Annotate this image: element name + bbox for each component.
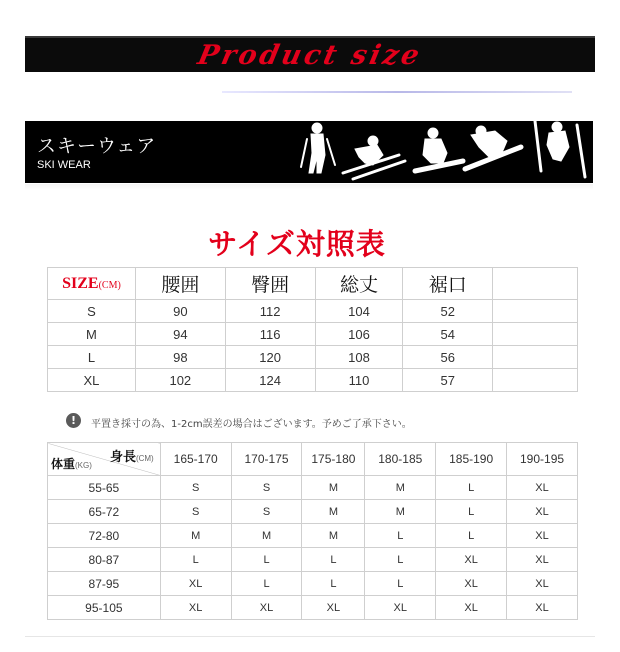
table-cell: 116 [225, 323, 315, 346]
table-cell: L [160, 548, 231, 572]
table-cell: XL [436, 572, 507, 596]
table-cell: L [436, 476, 507, 500]
empty-cell [493, 346, 578, 369]
table-row [48, 524, 578, 548]
table-cell: L [365, 524, 436, 548]
table-cell: L [302, 572, 365, 596]
table-cell: L [231, 548, 302, 572]
height-weight-corner-cell [48, 443, 161, 476]
empty-cell [493, 323, 578, 346]
hem-column-header: 裾口 [403, 268, 493, 300]
banner-title: Product size [195, 40, 425, 71]
table-row [48, 500, 578, 524]
table-row [48, 369, 578, 392]
fit-guide-table [47, 442, 578, 620]
table-cell: M [231, 524, 302, 548]
height-column-header: 180-185 [365, 443, 436, 476]
skier-silhouettes-image [295, 121, 593, 183]
size-cell: XL [48, 369, 136, 392]
table-row [48, 596, 578, 620]
table-cell: 52 [403, 300, 493, 323]
table-cell: 104 [315, 300, 403, 323]
table-cell: XL [507, 596, 578, 620]
table-cell: 110 [315, 369, 403, 392]
table-cell: M [365, 476, 436, 500]
table-cell: XL [507, 548, 578, 572]
table-cell: L [302, 548, 365, 572]
height-unit: (CM) [135, 454, 154, 463]
table-cell: 112 [225, 300, 315, 323]
table-row [48, 548, 578, 572]
height-column-header: 185-190 [436, 443, 507, 476]
table-cell: 98 [135, 346, 225, 369]
table-cell: S [160, 476, 231, 500]
table-cell: XL [507, 500, 578, 524]
table-cell: L [436, 500, 507, 524]
product-size-banner [25, 36, 595, 72]
size-chart-heading: サイズ対照表 [208, 227, 386, 261]
table-cell: XL [507, 572, 578, 596]
weight-row-header: 72-80 [48, 524, 161, 548]
table-cell: M [302, 500, 365, 524]
weight-row-header: 95-105 [48, 596, 161, 620]
table-cell: L [365, 548, 436, 572]
table-cell: XL [160, 596, 231, 620]
table-cell: XL [365, 596, 436, 620]
table-cell: M [302, 476, 365, 500]
empty-cell [493, 369, 578, 392]
empty-cell [493, 300, 578, 323]
table-cell: L [231, 572, 302, 596]
table-cell: XL [302, 596, 365, 620]
banner-shadow [25, 184, 593, 190]
height-column-header: 165-170 [160, 443, 231, 476]
table-row [48, 476, 578, 500]
size-cell: L [48, 346, 136, 369]
table-cell: S [231, 500, 302, 524]
table-cell: L [365, 572, 436, 596]
table-cell: M [365, 500, 436, 524]
table-cell: XL [436, 596, 507, 620]
table-cell: XL [231, 596, 302, 620]
table-cell: XL [507, 476, 578, 500]
weight-row-header: 55-65 [48, 476, 161, 500]
size-cell: S [48, 300, 136, 323]
table-cell: 102 [135, 369, 225, 392]
size-cell: M [48, 323, 136, 346]
height-column-header: 190-195 [507, 443, 578, 476]
table-cell: M [302, 524, 365, 548]
size-column-header: SIZE(CM) [48, 268, 136, 300]
hip-column-header: 臀囲 [225, 268, 315, 300]
table-row [48, 346, 578, 369]
length-column-header: 総丈 [315, 268, 403, 300]
table-cell: XL [436, 548, 507, 572]
weight-label: 体重 [51, 457, 76, 471]
height-column-header: 170-175 [231, 443, 302, 476]
table-row [48, 300, 578, 323]
size-table-header-row [48, 268, 578, 300]
weight-row-header: 87-95 [48, 572, 161, 596]
exclamation-icon: ! [66, 413, 81, 428]
table-cell: 120 [225, 346, 315, 369]
table-cell: 56 [403, 346, 493, 369]
table-cell: 57 [403, 369, 493, 392]
height-label: 身長 [109, 449, 136, 464]
table-cell: 90 [135, 300, 225, 323]
weight-row-header: 65-72 [48, 500, 161, 524]
table-cell: 106 [315, 323, 403, 346]
decorative-divider [222, 91, 572, 93]
table-cell: XL [160, 572, 231, 596]
category-title-jp: スキーウェア [37, 135, 157, 157]
table-cell: 124 [225, 369, 315, 392]
ski-wear-banner [25, 121, 593, 183]
table-cell: M [160, 524, 231, 548]
table-cell: 94 [135, 323, 225, 346]
table-cell: 54 [403, 323, 493, 346]
category-title-en: SKI WEAR [37, 159, 91, 171]
empty-header-cell [493, 268, 578, 300]
table-cell: S [231, 476, 302, 500]
table-row [48, 572, 578, 596]
fit-table-header-row [48, 443, 578, 476]
table-cell: 108 [315, 346, 403, 369]
waist-column-header: 腰囲 [135, 268, 225, 300]
weight-row-header: 80-87 [48, 548, 161, 572]
table-row [48, 323, 578, 346]
bottom-divider [25, 636, 595, 637]
table-cell: L [436, 524, 507, 548]
table-cell: XL [507, 524, 578, 548]
weight-unit: (KG) [75, 461, 92, 470]
height-column-header: 175-180 [302, 443, 365, 476]
table-cell: S [160, 500, 231, 524]
size-measurement-table [47, 267, 578, 392]
measurement-note: 平置き採寸の為、1-2cm誤差の場合はございます。予めご了承下さい。 [91, 419, 412, 430]
